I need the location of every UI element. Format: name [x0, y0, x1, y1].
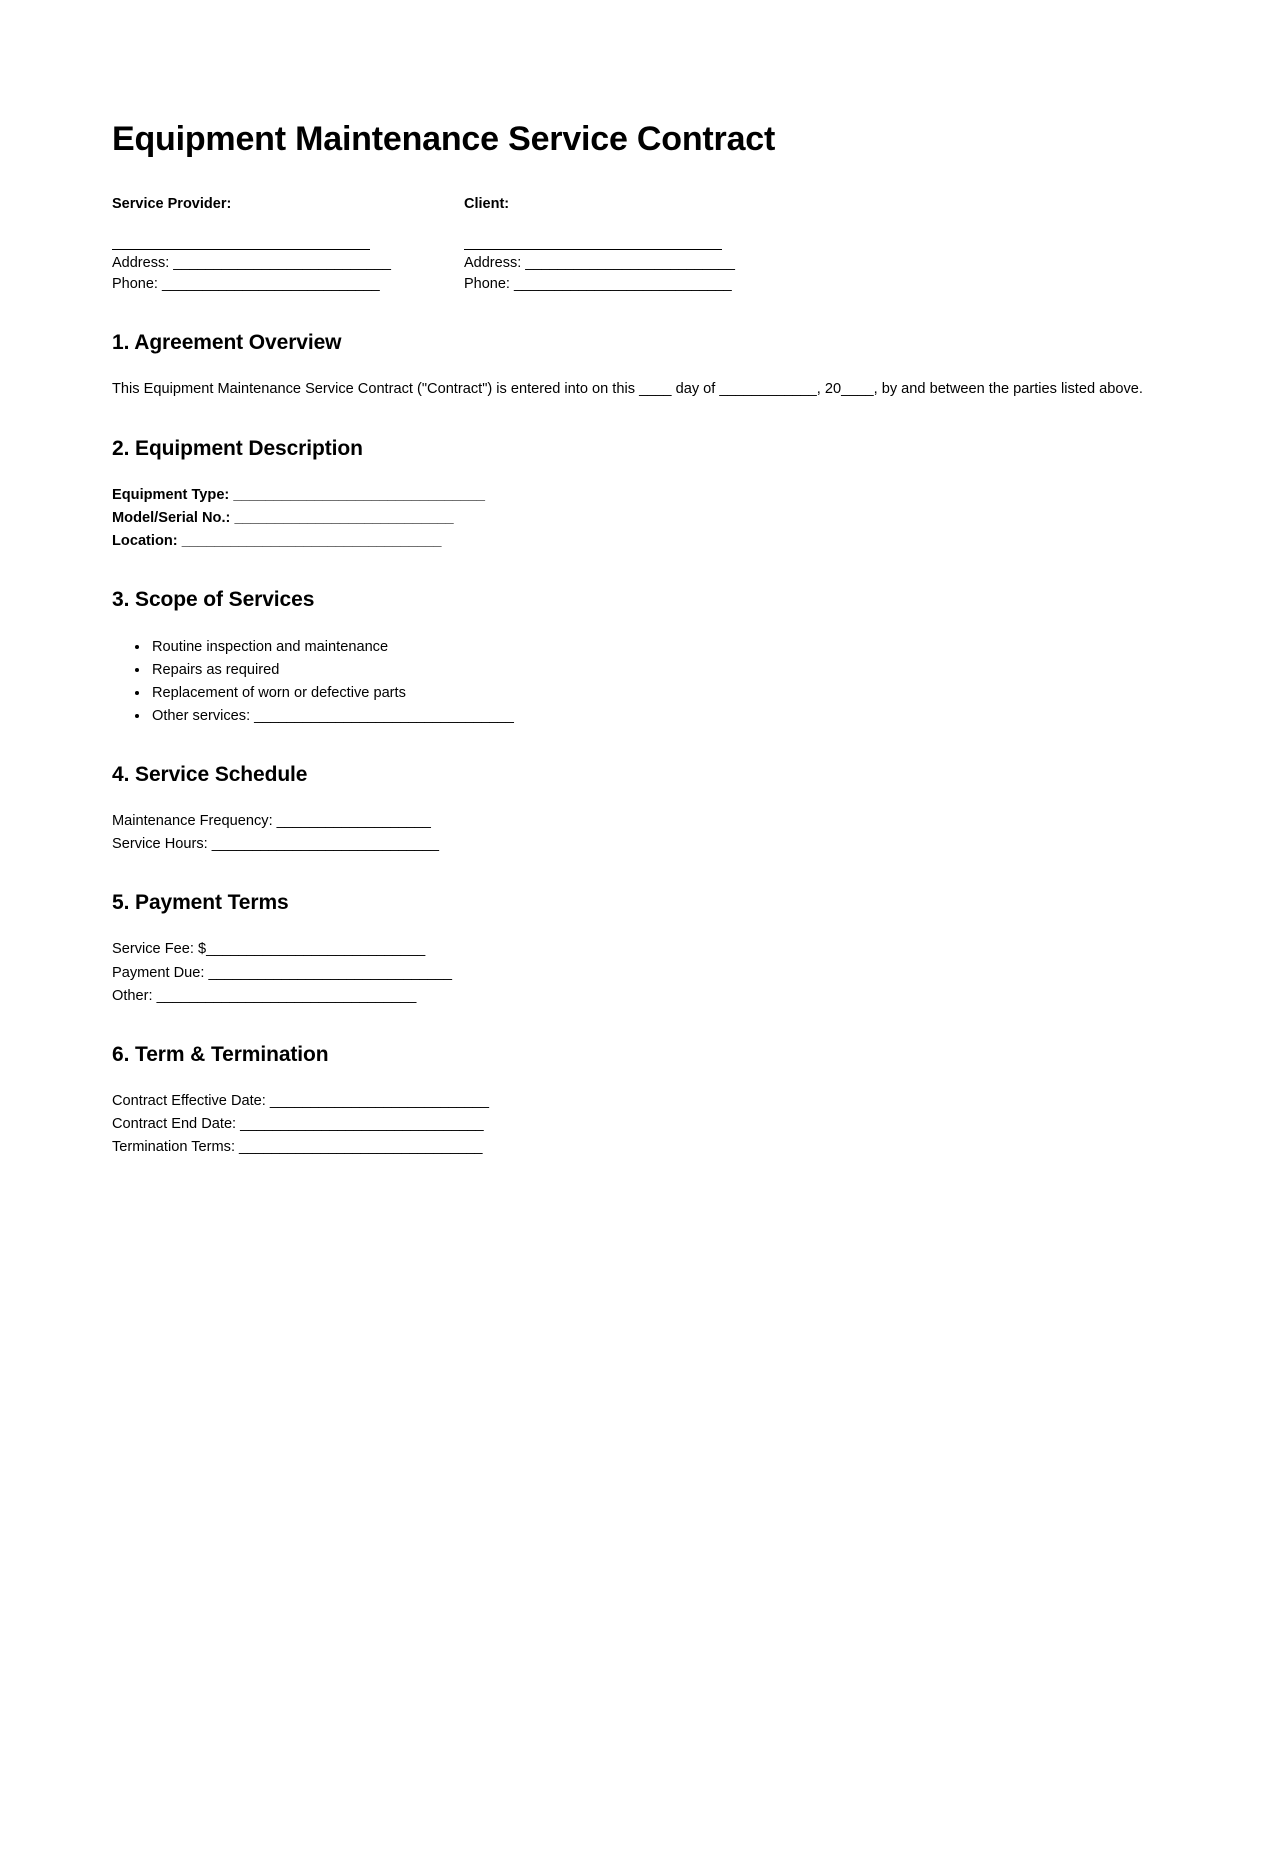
- service-provider-phone-field[interactable]: Phone: ___________________________: [112, 276, 380, 293]
- list-item: • Repairs as required: [150, 659, 1168, 682]
- section-equipment-description: [112, 436, 1168, 553]
- section-scope-of-services: [112, 587, 1168, 727]
- client-heading: Client:: [464, 196, 510, 213]
- client-name-blank[interactable]: [464, 223, 722, 250]
- section-agreement-overview: [112, 330, 1168, 402]
- list-item: • Replacement of worn or defective parts: [150, 682, 1168, 705]
- equipment-type-field[interactable]: Equipment Type: _______________________________: [112, 487, 485, 504]
- party-information-block: [112, 195, 1168, 296]
- agreement-overview-paragraph: This Equipment Maintenance Service Contract ("Contract") is entered into on this ____ day of ____________, 20____, by and between the parties listed above.: [112, 381, 1143, 398]
- service-fee-field[interactable]: Service Fee: $___________________________: [112, 941, 426, 958]
- section-heading-scope-of-services: 3. Scope of Services: [112, 588, 315, 612]
- scope-of-services-list: [112, 636, 1168, 728]
- payment-other-field[interactable]: Other: ________________________________: [112, 987, 417, 1004]
- section-heading-equipment-description: 2. Equipment Description: [112, 437, 363, 461]
- payment-due-field[interactable]: Payment Due: ______________________________: [112, 964, 453, 981]
- contract-end-date-field[interactable]: Contract End Date: ______________________________: [112, 1115, 484, 1132]
- client-column: [464, 195, 816, 296]
- contract-effective-date-field[interactable]: Contract Effective Date: ___________________________: [112, 1092, 490, 1109]
- service-provider-address-field[interactable]: Address: ___________________________: [112, 254, 391, 271]
- section-term-and-termination: [112, 1042, 1168, 1159]
- section-service-schedule: [112, 762, 1168, 856]
- service-provider-name-blank[interactable]: [112, 223, 370, 250]
- section-heading-payment-terms: 5. Payment Terms: [112, 891, 289, 915]
- termination-terms-field[interactable]: Termination Terms: ______________________________: [112, 1138, 483, 1155]
- other-services-field[interactable]: • Other services: ________________________________: [150, 705, 1168, 728]
- equipment-location-field[interactable]: Location: ________________________________: [112, 533, 442, 550]
- section-heading-agreement-overview: 1. Agreement Overview: [112, 331, 342, 355]
- client-phone-field[interactable]: Phone: ___________________________: [464, 276, 732, 293]
- section-heading-term-and-termination: 6. Term & Termination: [112, 1042, 329, 1066]
- section-payment-terms: [112, 890, 1168, 1007]
- model-serial-no-field[interactable]: Model/Serial No.: ___________________________: [112, 510, 454, 527]
- document-content: [112, 120, 1168, 1159]
- service-hours-field[interactable]: Service Hours: ____________________________: [112, 836, 440, 853]
- client-address-field[interactable]: Address: __________________________: [464, 254, 735, 271]
- service-provider-heading: Service Provider:: [112, 196, 232, 213]
- maintenance-frequency-field[interactable]: Maintenance Frequency: ___________________: [112, 813, 431, 830]
- section-heading-service-schedule: 4. Service Schedule: [112, 762, 308, 786]
- service-provider-column: [112, 195, 464, 296]
- page-title: Equipment Maintenance Service Contract: [112, 120, 776, 158]
- list-item: • Routine inspection and maintenance: [150, 636, 1168, 659]
